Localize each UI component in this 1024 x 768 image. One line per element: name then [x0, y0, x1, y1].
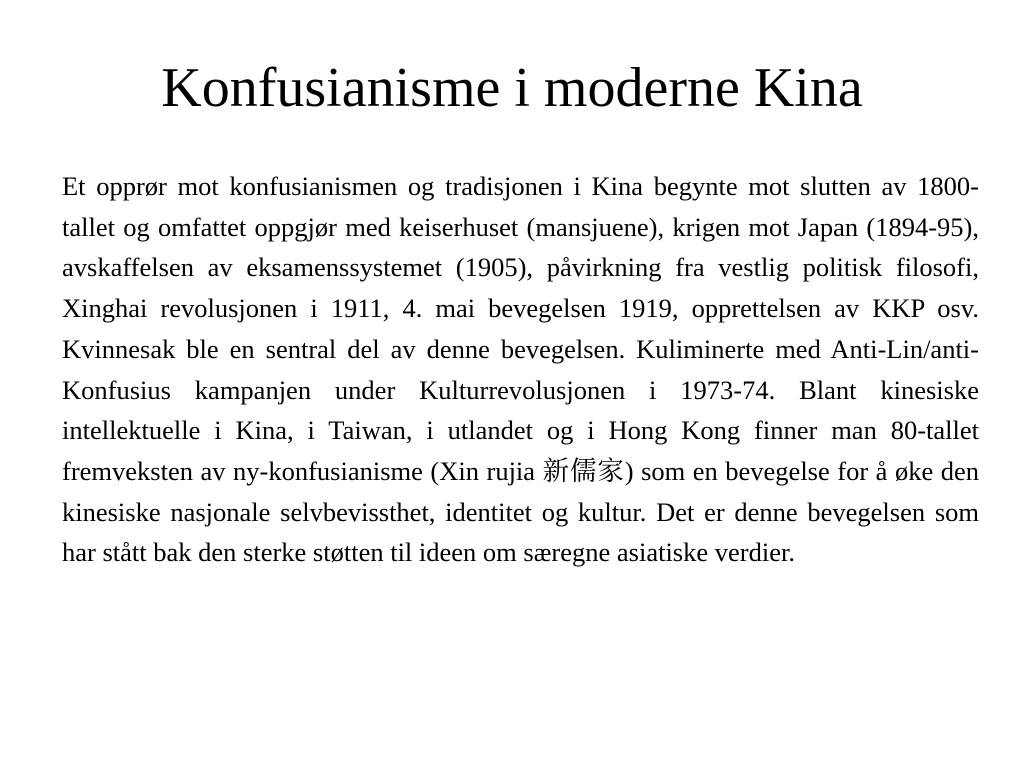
- slide-body-text: Et opprør mot konfusianismen og tradisjonen i Kina begynte mot slutten av 1800-tallet og omfattet oppgjør med keiserhuset (mansjuene), krigen mot Japan (1894-95), avskaffelsen av eksamenssystemet (1905), påvirkning fra vestlig politisk filosofi, Xinghai revolusjonen i 1911, 4. mai bevegelsen 1919, opprettelsen av KKP osv. Kvinnesak ble en sentral del av denne bevegelsen. Kuliminerte med Anti-Lin/anti-Konfusius kampanjen under Kulturrevolusjonen i 1973-74. Blant kinesiske intellektuelle i Kina, i Taiwan, i utlandet og i Hong Kong finner man 80-tallet fremveksten av ny-konfusianisme (Xin rujia 新儒家) som en bevegelse for å øke den kinesiske nasjonale selvbevissthet, identitet og kultur. Det er denne bevegelsen som har stått bak den sterke støtten til ideen om særegne asiatiske verdier.: [62, 171, 979, 568]
- slide-title: Konfusianisme i moderne Kina: [161, 57, 863, 119]
